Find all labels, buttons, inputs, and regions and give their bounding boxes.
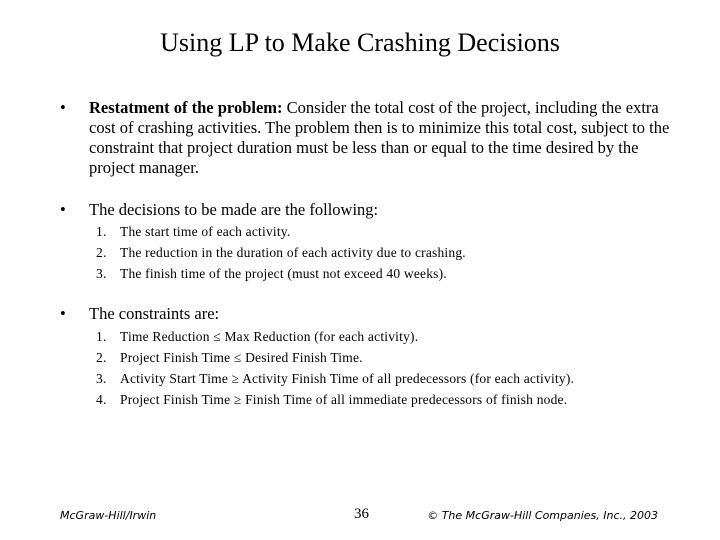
decisions-list [96, 221, 696, 284]
list-item [96, 263, 696, 284]
list-item [96, 242, 696, 263]
list-item-text: The finish time of the project (must not exceed 40 weeks). [120, 266, 447, 281]
list-item-text: Project Finish Time ≥ Finish Time of all immediate predecessors of finish node. [120, 392, 568, 407]
list-item-number: 3. [96, 266, 107, 281]
footer-publisher: McGraw-Hill/Irwin [60, 509, 157, 522]
footer-copyright: © The McGraw-Hill Companies, Inc., 2003 [427, 509, 658, 522]
list-item [96, 347, 696, 368]
bullet-text: The constraints are: [89, 304, 220, 323]
bullet-symbol: • [60, 304, 66, 323]
list-item-number: 1. [96, 224, 107, 239]
bullet-text: The decisions to be made are the following: [89, 200, 379, 219]
list-item-number: 2. [96, 245, 107, 260]
list-item-text: Project Finish Time ≤ Desired Finish Time. [120, 350, 363, 365]
bullet-symbol: • [60, 200, 66, 219]
bullet-decisions [60, 200, 670, 220]
list-item-text: Time Reduction ≤ Max Reduction (for each activity). [120, 329, 419, 344]
list-item-number: 3. [96, 371, 107, 386]
list-item-number: 1. [96, 329, 107, 344]
bullet-restatement [60, 98, 670, 178]
bullet-text [89, 98, 670, 178]
slide-title: Using LP to Make Crashing Decisions [160, 28, 560, 57]
list-item-number: 2. [96, 350, 107, 365]
bullet-bold-lead: Restatment of the problem: [89, 98, 283, 117]
bullet-constraints [60, 304, 670, 324]
list-item-number: 4. [96, 392, 107, 407]
list-item [96, 368, 696, 389]
list-item [96, 326, 696, 347]
bullet-body: Consider the total cost of the project, including the extra cost of crashing activities. The problem then is to minimize this total cost, subject to the constraint that project duration must be less than or equal to the time desired by the project manager. [89, 98, 670, 177]
list-item-text: The reduction in the duration of each activity due to crashing. [120, 245, 466, 260]
list-item-text: The start time of each activity. [120, 224, 291, 239]
list-item [96, 221, 696, 242]
constraints-list [96, 326, 696, 410]
list-item [96, 389, 696, 410]
list-item-text: Activity Start Time ≥ Activity Finish Time of all predecessors (for each activity). [120, 371, 575, 386]
page-number: 36 [354, 506, 369, 522]
bullet-symbol: • [60, 98, 66, 117]
